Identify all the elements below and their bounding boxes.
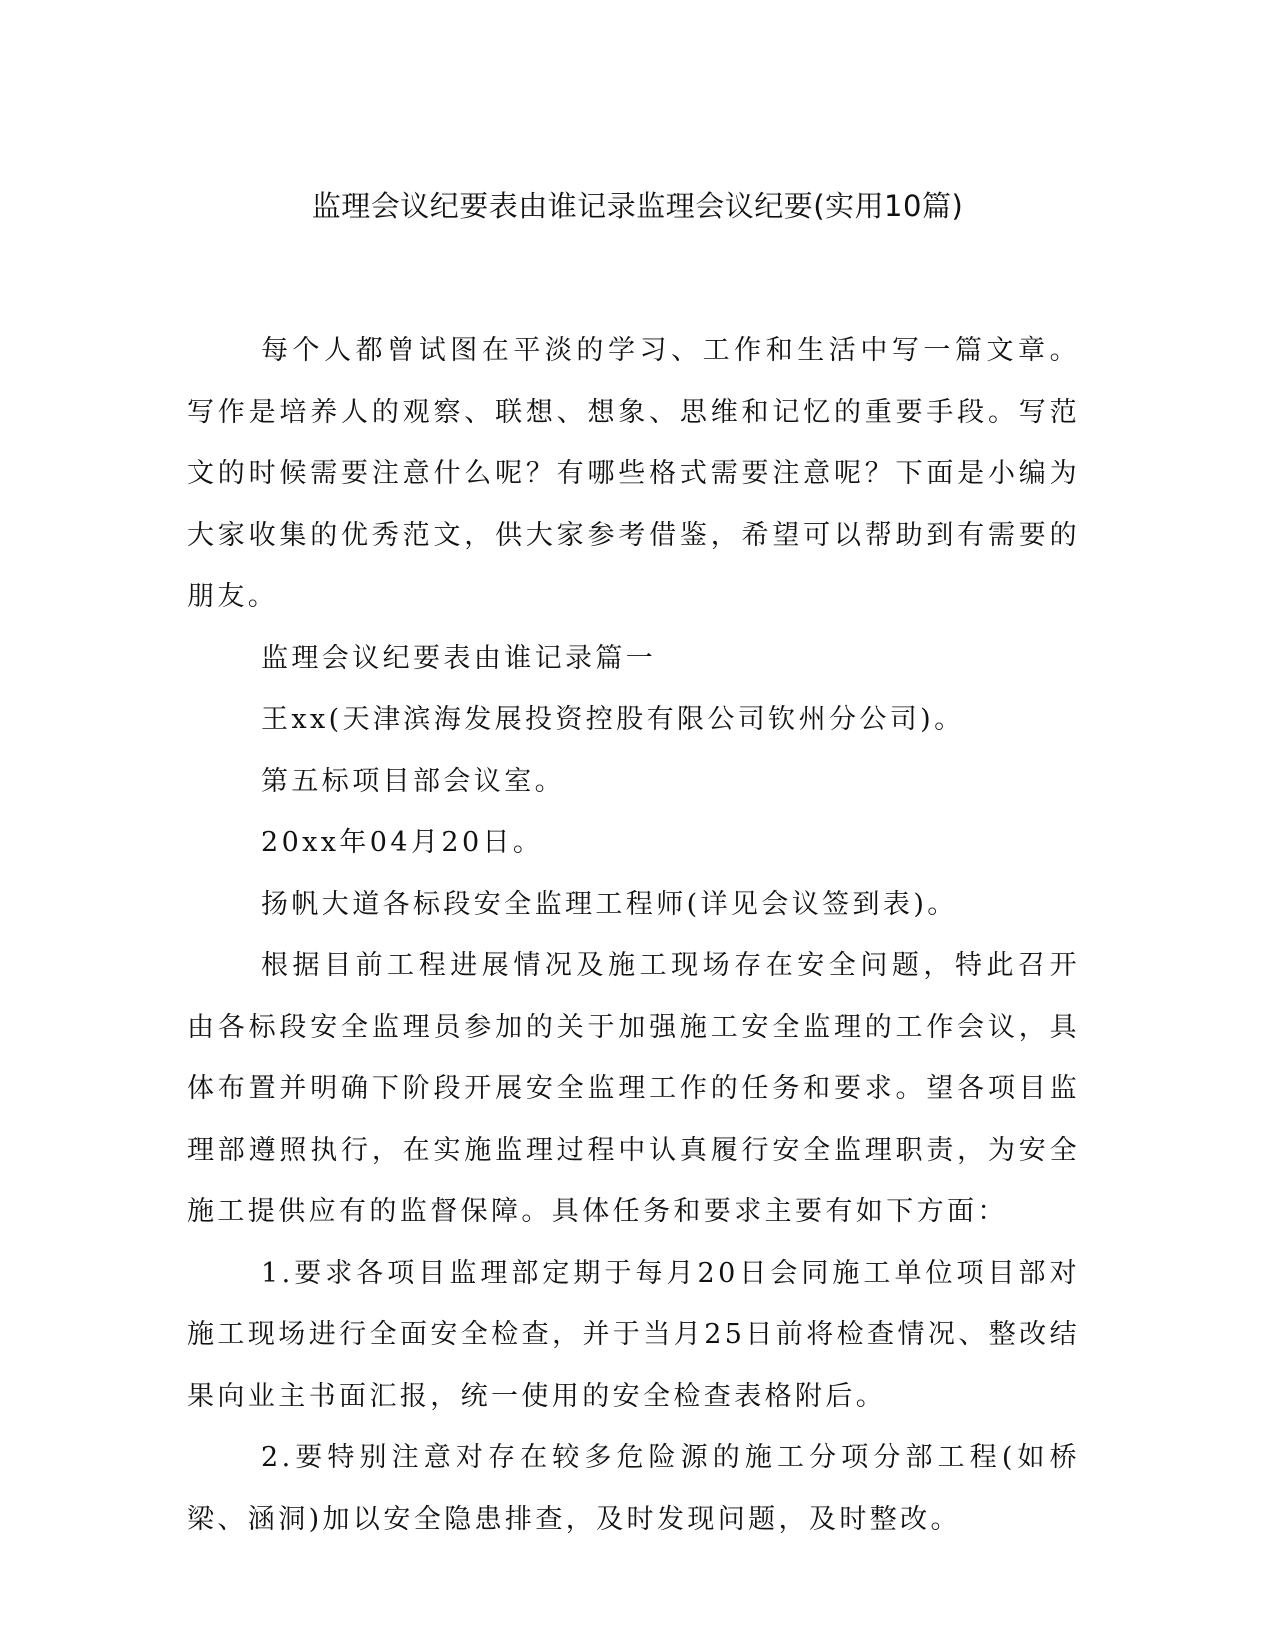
meeting-attendees: 扬帆大道各标段安全监理工程师(详见会议签到表)。	[261, 888, 958, 920]
meeting-date: 20xx年04月20日。	[261, 827, 544, 858]
meeting-location: 第五标项目部会议室。	[261, 765, 565, 797]
document-body	[187, 320, 1080, 1550]
section-heading: 监理会议纪要表由谁记录篇一	[261, 642, 657, 674]
meeting-content-paragraph: 根据目前工程进展情况及施工现场存在安全问题，特此召开由各标段安全监理员参加的关于加强施工安全监理的工作会议，具体布置并明确下阶段开展安全监理工作的任务和要求。望各项目监理部遵照执行，在实施监理过程中认真履行安全监理职责，为安全施工提供应有的监督保障。具体任务和要求主要有如下方面：	[187, 950, 1080, 1227]
requirement-item-2: 2.要特别注意对存在较多危险源的施工分项分部工程(如桥梁、涵洞)加以安全隐患排查，及时发现问题，及时整改。	[187, 1442, 1080, 1535]
document-title: 监理会议纪要表由谁记录监理会议纪要(实用10篇)	[311, 189, 964, 223]
meeting-host: 王xx(天津滨海发展投资控股有限公司钦州分公司)。	[261, 704, 965, 735]
intro-paragraph: 每个人都曾试图在平淡的学习、工作和生活中写一篇文章。写作是培养人的观察、联想、想象、思维和记忆的重要手段。写范文的时候需要注意什么呢？有哪些格式需要注意呢？下面是小编为大家收集的优秀范文，供大家参考借鉴，希望可以帮助到有需要的朋友。	[187, 335, 1080, 612]
requirement-item-1: 1.要求各项目监理部定期于每月20日会同施工单位项目部对施工现场进行全面安全检查，并于当月25日前将检查情况、整改结果向业主书面汇报，统一使用的安全检查表格附后。	[187, 1257, 1080, 1412]
